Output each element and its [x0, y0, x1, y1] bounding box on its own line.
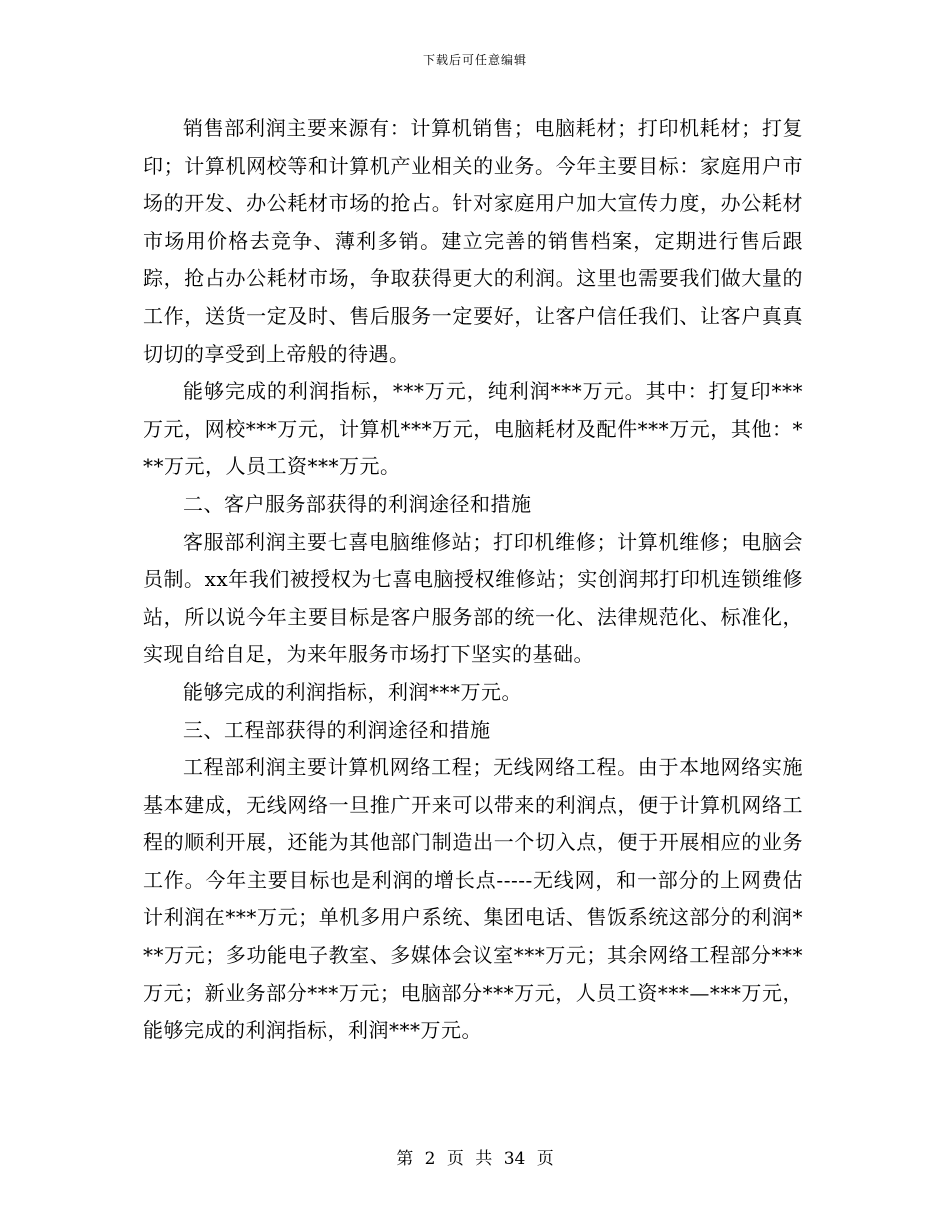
heading-engineering: 三、工程部获得的利润途径和措施	[183, 717, 491, 742]
paragraph-customer-service-target: 能够完成的利润指标，利润***万元。	[183, 679, 522, 704]
page-number-footer: 第 2 页 共 34 页	[396, 1149, 554, 1169]
paragraph-sales-profit-sources: 销售部利润主要来源有：计算机销售；电脑耗材；打印机耗材；打复印；计算机网校等和计算机产业相关的业务。今年主要目标：家庭用户市场的开发、办公耗材市场的抢占。针对家庭用户加大宣传力度，办公耗材市场用价格去竞争、薄利多销。建立完善的销售档案，定期进行售后跟踪，抢占办公耗材市场，争取获得更大的利润。这里也需要我们做大量的工作，送货一定及时、售后服务一定要好，让客户信任我们、让客户真真切切的享受到上帝般的待遇。	[143, 116, 803, 366]
page-header: 下载后可任意编辑	[422, 53, 527, 67]
paragraph-engineering-profit: 工程部利润主要计算机网络工程；无线网络工程。由于本地网络实施基本建成，无线网络一旦推广开来可以带来的利润点，便于计算机网络工程的顺利开展，还能为其他部门制造出一个切入点，便于开展相应的业务工作。今年主要目标也是利润的增长点-----无线网，和一部分的上网费估计利润在***万元；单机多用户系统、集团电话、售饭系统这部分的利润***万元；多功能电子教室、多媒体会议室***万元；其余网络工程部分***万元；新业务部分***万元；电脑部分***万元，人员工资***—***万元，能够完成的利润指标，利润***万元。	[143, 755, 803, 1043]
heading-customer-service: 二、客户服务部获得的利润途径和措施	[183, 491, 532, 516]
paragraph-sales-profit-target: 能够完成的利润指标，***万元，纯利润***万元。其中：打复印***万元，网校***万元，计算机***万元，电脑耗材及配件***万元，其他：***万元，人员工资***万元。	[143, 379, 803, 479]
document-body	[143, 110, 803, 1050]
paragraph-customer-service-profit: 客服部利润主要七喜电脑维修站；打印机维修；计算机维修；电脑会员制。xx年我们被授权为七喜电脑授权维修站；实创润邦打印机连锁维修站，所以说今年主要目标是客户服务部的统一化、法律规范化、标准化，实现自给自足，为来年服务市场打下坚实的基础。	[143, 529, 803, 667]
